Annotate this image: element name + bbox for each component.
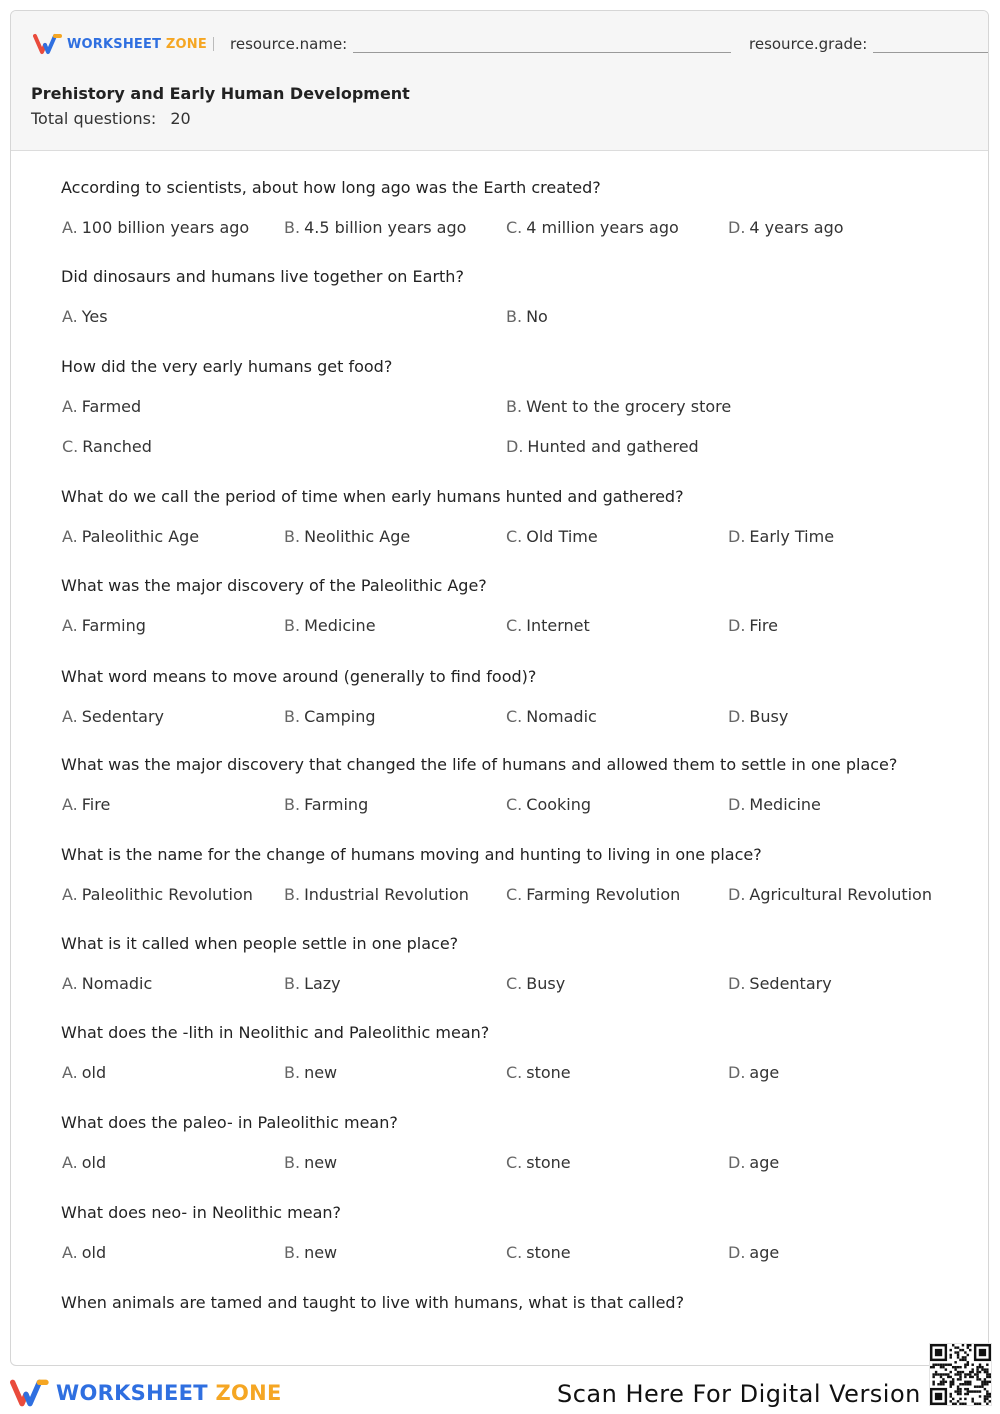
question-text: What does the paleo- in Paleolithic mean?: [61, 1113, 398, 1132]
option-letter: A.: [62, 707, 78, 726]
option-text: No: [526, 307, 548, 326]
answer-option[interactable]: [506, 1063, 571, 1082]
header-logo: [33, 33, 207, 55]
answer-option[interactable]: [284, 974, 341, 993]
option-text: 4 million years ago: [526, 218, 679, 237]
answer-option[interactable]: [506, 974, 565, 993]
option-letter: B.: [506, 307, 523, 326]
answer-option[interactable]: [62, 1243, 106, 1262]
option-letter: D.: [728, 1063, 746, 1082]
option-letter: C.: [506, 1153, 523, 1172]
answer-option[interactable]: [506, 527, 598, 546]
answer-option[interactable]: [728, 1063, 779, 1082]
header-divider: [213, 37, 214, 51]
answer-option[interactable]: [62, 707, 164, 726]
option-letter: B.: [284, 707, 301, 726]
worksheet-card: [10, 10, 989, 1366]
option-letter: C.: [506, 616, 523, 635]
option-text: Medicine: [749, 795, 821, 814]
answer-option[interactable]: [284, 885, 469, 904]
option-letter: C.: [506, 707, 523, 726]
answer-option[interactable]: [728, 218, 844, 237]
option-text: Nomadic: [81, 974, 153, 993]
option-letter: D.: [728, 616, 746, 635]
option-letter: D.: [728, 974, 746, 993]
option-letter: B.: [284, 218, 301, 237]
option-letter: B.: [284, 1243, 301, 1262]
answer-option[interactable]: [728, 1243, 779, 1262]
answer-option[interactable]: [284, 1063, 337, 1082]
resource-grade-line: [873, 37, 989, 53]
option-text: Farming: [81, 616, 146, 635]
option-letter: A.: [62, 527, 78, 546]
option-text: Farming: [304, 795, 369, 814]
worksheetzone-logo-icon: [33, 33, 63, 55]
question-text: What word means to move around (generally to find food)?: [61, 667, 537, 686]
answer-option[interactable]: [62, 218, 249, 237]
answer-option[interactable]: [62, 974, 152, 993]
answer-option[interactable]: [506, 795, 591, 814]
answer-option[interactable]: [284, 218, 466, 237]
option-text: Internet: [526, 616, 590, 635]
option-letter: D.: [728, 885, 746, 904]
option-text: Camping: [304, 707, 376, 726]
answer-option[interactable]: [62, 616, 146, 635]
answer-option[interactable]: [728, 885, 932, 904]
logo-wordmark: [67, 37, 207, 52]
footer-logo-word-worksheet: WORKSHEET: [56, 1381, 208, 1405]
option-text: Farming Revolution: [526, 885, 681, 904]
answer-option[interactable]: [62, 307, 108, 326]
option-letter: C.: [506, 1063, 523, 1082]
option-text: Fire: [749, 616, 778, 635]
total-questions-value: 20: [170, 109, 191, 128]
option-text: stone: [526, 1243, 571, 1262]
option-text: Cooking: [526, 795, 592, 814]
answer-option[interactable]: [62, 397, 141, 416]
option-letter: D.: [728, 795, 746, 814]
option-text: old: [81, 1243, 107, 1262]
question-text: Did dinosaurs and humans live together on Earth?: [61, 267, 464, 286]
option-text: Paleolithic Revolution: [81, 885, 253, 904]
option-letter: A.: [62, 1153, 78, 1172]
option-text: stone: [526, 1063, 571, 1082]
option-text: Agricultural Revolution: [749, 885, 932, 904]
answer-option[interactable]: [62, 795, 110, 814]
option-letter: C.: [506, 974, 523, 993]
option-letter: D.: [728, 1153, 746, 1172]
option-text: Early Time: [749, 527, 835, 546]
option-text: 4.5 billion years ago: [304, 218, 467, 237]
worksheet-title: Prehistory and Early Human Development: [31, 84, 410, 103]
option-text: Busy: [526, 974, 566, 993]
answer-option[interactable]: [506, 616, 590, 635]
answer-option[interactable]: [506, 885, 680, 904]
resource-name-line: [353, 37, 731, 53]
option-text: Farmed: [81, 397, 142, 416]
answer-option[interactable]: [728, 974, 832, 993]
answer-option[interactable]: [62, 437, 152, 456]
footer-logo: [10, 1376, 282, 1410]
question-text: What was the major discovery that changed the life of humans and allowed them to settle in one place?: [61, 755, 898, 774]
option-text: Busy: [749, 707, 789, 726]
option-letter: B.: [284, 1063, 301, 1082]
option-text: age: [749, 1243, 780, 1262]
answer-option[interactable]: [62, 885, 253, 904]
option-letter: B.: [284, 616, 301, 635]
answer-option[interactable]: [506, 218, 679, 237]
resource-name-label: resource.name:: [230, 35, 348, 53]
option-letter: C.: [506, 527, 523, 546]
option-text: Nomadic: [526, 707, 597, 726]
answer-option[interactable]: [506, 307, 548, 326]
option-text: Went to the grocery store: [526, 397, 732, 416]
answer-option[interactable]: [728, 795, 821, 814]
worksheet-header: [11, 11, 988, 151]
question-text: How did the very early humans get food?: [61, 357, 393, 376]
option-letter: B.: [284, 795, 301, 814]
option-text: Ranched: [82, 437, 152, 456]
worksheetzone-logo-icon: [10, 1376, 50, 1410]
option-letter: B.: [284, 1153, 301, 1172]
resource-grade-label: resource.grade:: [749, 35, 868, 53]
option-text: Industrial Revolution: [304, 885, 469, 904]
option-letter: A.: [62, 1243, 78, 1262]
option-text: Lazy: [304, 974, 341, 993]
answer-option[interactable]: [62, 1153, 106, 1172]
question-text: What is it called when people settle in one place?: [61, 934, 459, 953]
option-letter: C.: [506, 795, 523, 814]
option-letter: A.: [62, 974, 78, 993]
total-questions: [31, 109, 191, 128]
answer-option[interactable]: [284, 795, 368, 814]
option-letter: A.: [62, 885, 78, 904]
option-text: Medicine: [304, 616, 376, 635]
answer-option[interactable]: [62, 527, 199, 546]
option-letter: B.: [284, 974, 301, 993]
resource-grade-field: [749, 35, 989, 53]
footer-logo-wordmark: [56, 1381, 282, 1405]
answer-option[interactable]: [728, 1153, 779, 1172]
answer-option[interactable]: [728, 527, 834, 546]
option-text: Sedentary: [749, 974, 832, 993]
answer-option[interactable]: [284, 527, 410, 546]
option-letter: A.: [62, 218, 78, 237]
answer-option[interactable]: [62, 1063, 106, 1082]
option-letter: A.: [62, 795, 78, 814]
total-questions-label: Total questions:: [31, 109, 157, 128]
answer-option[interactable]: [728, 616, 778, 635]
option-text: age: [749, 1153, 780, 1172]
question-text: What does neo- in Neolithic mean?: [61, 1203, 342, 1222]
question-text: What does the -lith in Neolithic and Paleolithic mean?: [61, 1023, 490, 1042]
option-letter: C.: [506, 1243, 523, 1262]
answer-option[interactable]: [506, 1243, 571, 1262]
option-letter: D.: [728, 527, 746, 546]
question-text: What is the name for the change of humans moving and hunting to living in one place?: [61, 845, 762, 864]
option-text: age: [749, 1063, 780, 1082]
option-text: stone: [526, 1153, 571, 1172]
option-text: old: [81, 1063, 107, 1082]
answer-option[interactable]: [284, 616, 376, 635]
resource-name-field: [230, 35, 731, 53]
question-text: When animals are tamed and taught to live with humans, what is that called?: [61, 1293, 685, 1312]
question-text: According to scientists, about how long ago was the Earth created?: [61, 178, 601, 197]
option-text: new: [304, 1243, 338, 1262]
option-letter: B.: [506, 397, 523, 416]
answer-option[interactable]: [506, 707, 597, 726]
option-letter: D.: [728, 1243, 746, 1262]
option-text: Yes: [81, 307, 108, 326]
answer-option[interactable]: [728, 707, 788, 726]
option-letter: D.: [728, 707, 746, 726]
qr-code-icon[interactable]: [929, 1343, 992, 1406]
option-letter: C.: [62, 437, 79, 456]
option-text: old: [81, 1153, 107, 1172]
option-letter: A.: [62, 1063, 78, 1082]
logo-word-worksheet: WORKSHEET: [67, 36, 162, 52]
answer-option[interactable]: [284, 1243, 337, 1262]
option-letter: C.: [506, 885, 523, 904]
option-letter: A.: [62, 307, 78, 326]
answer-option[interactable]: [506, 397, 731, 416]
option-text: new: [304, 1153, 338, 1172]
option-text: 100 billion years ago: [81, 218, 250, 237]
option-text: Old Time: [526, 527, 598, 546]
option-text: Fire: [81, 795, 111, 814]
option-text: Sedentary: [81, 707, 165, 726]
option-letter: C.: [506, 218, 523, 237]
option-letter: D.: [506, 437, 524, 456]
option-text: 4 years ago: [749, 218, 844, 237]
option-letter: B.: [284, 885, 301, 904]
answer-option[interactable]: [284, 1153, 337, 1172]
answer-option[interactable]: [506, 1153, 571, 1172]
answer-option[interactable]: [284, 707, 376, 726]
option-text: Neolithic Age: [304, 527, 411, 546]
option-text: Paleolithic Age: [81, 527, 200, 546]
option-letter: D.: [728, 218, 746, 237]
scan-here-text: Scan Here For Digital Version: [557, 1380, 921, 1408]
option-letter: A.: [62, 616, 78, 635]
answer-option[interactable]: [506, 437, 699, 456]
question-text: What was the major discovery of the Paleolithic Age?: [61, 576, 487, 595]
footer-logo-word-zone: ZONE: [215, 1381, 282, 1405]
option-letter: A.: [62, 397, 78, 416]
question-text: What do we call the period of time when early humans hunted and gathered?: [61, 487, 684, 506]
option-text: Hunted and gathered: [527, 437, 699, 456]
option-text: new: [304, 1063, 338, 1082]
option-letter: B.: [284, 527, 301, 546]
logo-word-zone: ZONE: [165, 36, 207, 52]
